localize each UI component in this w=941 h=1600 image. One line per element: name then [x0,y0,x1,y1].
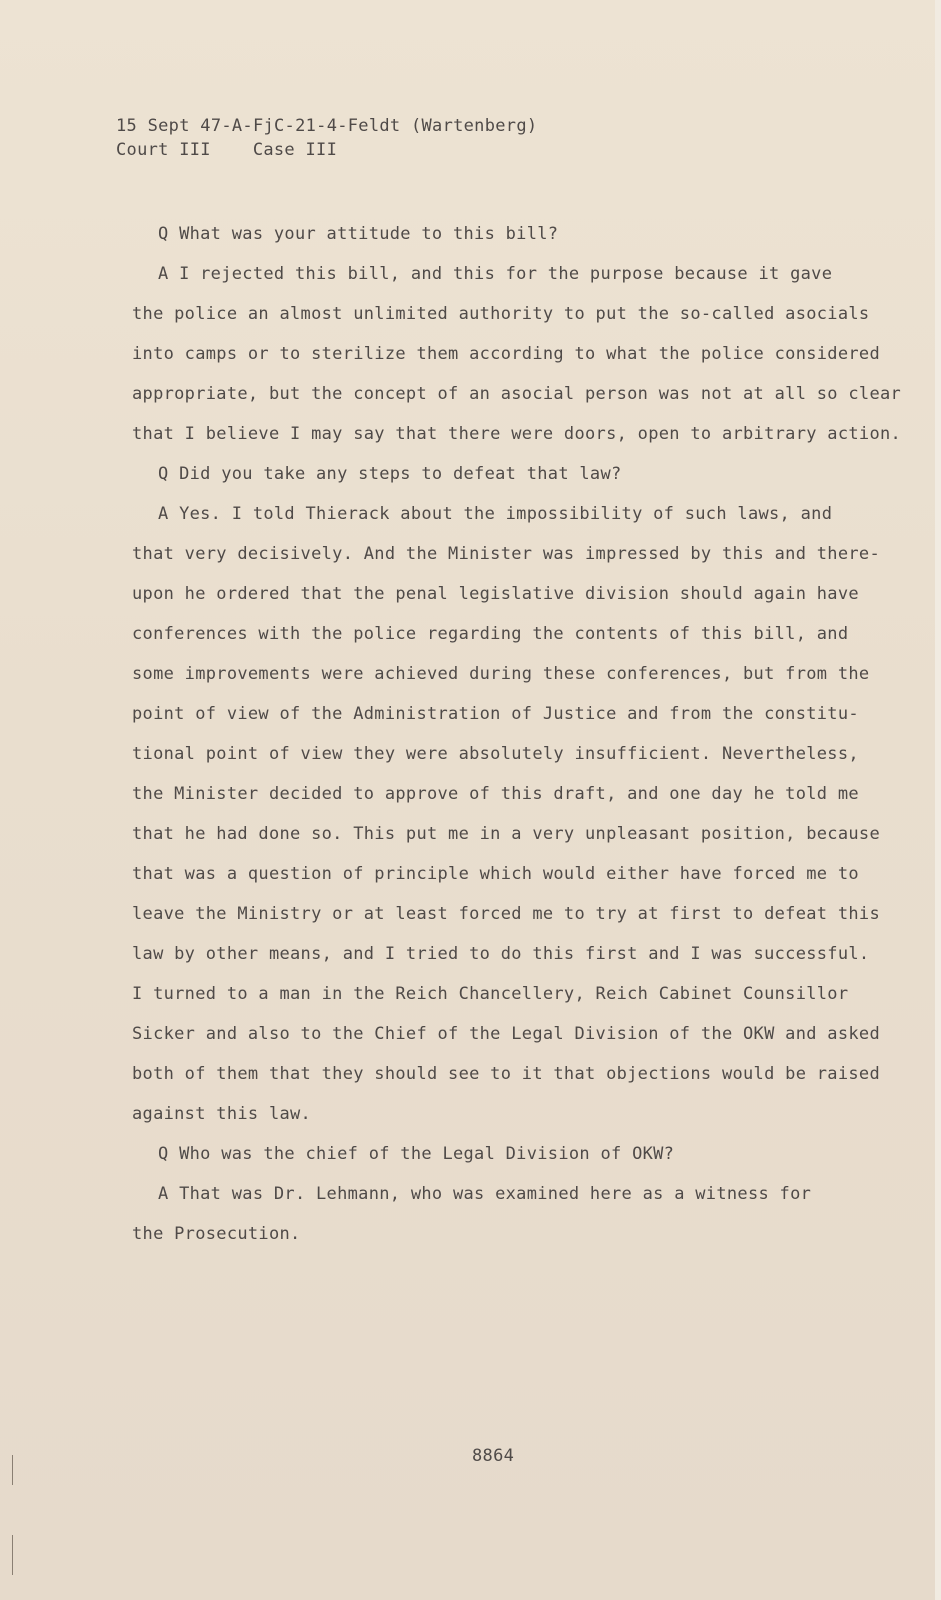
text-line: tional point of view they were absolutely insufficient. Nevertheless, [132,744,859,764]
text-line: law by other means, and I tried to do this first and I was successful. [132,944,870,964]
page-number: 8864 [472,1446,515,1466]
text-line: that very decisively. And the Minister was impressed by this and there- [132,544,880,564]
margin-pencil-mark [12,1535,13,1575]
question-line: Q What was your attitude to this bill? [158,224,559,244]
text-line: some improvements were achieved during these conferences, but from the [132,664,870,684]
header-court: Court III [116,140,211,160]
text-line: the police an almost unlimited authority to put the so-called asocials [132,304,870,324]
question-line: Q Did you take any steps to defeat that law? [158,464,622,484]
text-line: Sicker and also to the Chief of the Legal Division of the OKW and asked [132,1024,880,1044]
text-line: upon he ordered that the penal legislative division should again have [132,584,859,604]
header-court-case [116,138,537,162]
document-header [116,114,537,162]
text-line: against this law. [132,1104,312,1124]
text-line: into camps or to sterilize them according to what the police considered [132,344,880,364]
text-line: that was a question of principle which would either have forced me to [132,864,859,884]
text-line: I turned to a man in the Reich Chancellery, Reich Cabinet Counsillor [132,984,849,1004]
header-reference: 15 Sept 47-A-FjC-21-4-Feldt (Wartenberg) [116,116,538,136]
text-line: conferences with the police regarding the contents of this bill, and [132,624,849,644]
answer-line: A I rejected this bill, and this for the purpose because it gave [158,264,833,284]
header-case: Case III [252,140,338,160]
answer-line: A Yes. I told Thierack about the impossibility of such laws, and [158,504,833,524]
transcript-body [132,214,902,1254]
text-line: that he had done so. This put me in a very unpleasant position, because [132,824,880,844]
question-line: Q Who was the chief of the Legal Division of OKW? [158,1144,675,1164]
text-line: that I believe I may say that there were doors, open to arbitrary action. [132,424,902,444]
margin-pencil-mark [12,1455,13,1485]
text-line: the Minister decided to approve of this draft, and one day he told me [132,784,859,804]
text-line: point of view of the Administration of Justice and from the constitu- [132,704,859,724]
text-line: both of them that they should see to it that objections would be raised [132,1064,880,1084]
text-line: appropriate, but the concept of an asocial person was not at all so clear [132,384,902,404]
answer-line: A That was Dr. Lehmann, who was examined here as a witness for [158,1184,812,1204]
text-line: leave the Ministry or at least forced me to try at first to defeat this [132,904,880,924]
text-line: the Prosecution. [132,1224,301,1244]
